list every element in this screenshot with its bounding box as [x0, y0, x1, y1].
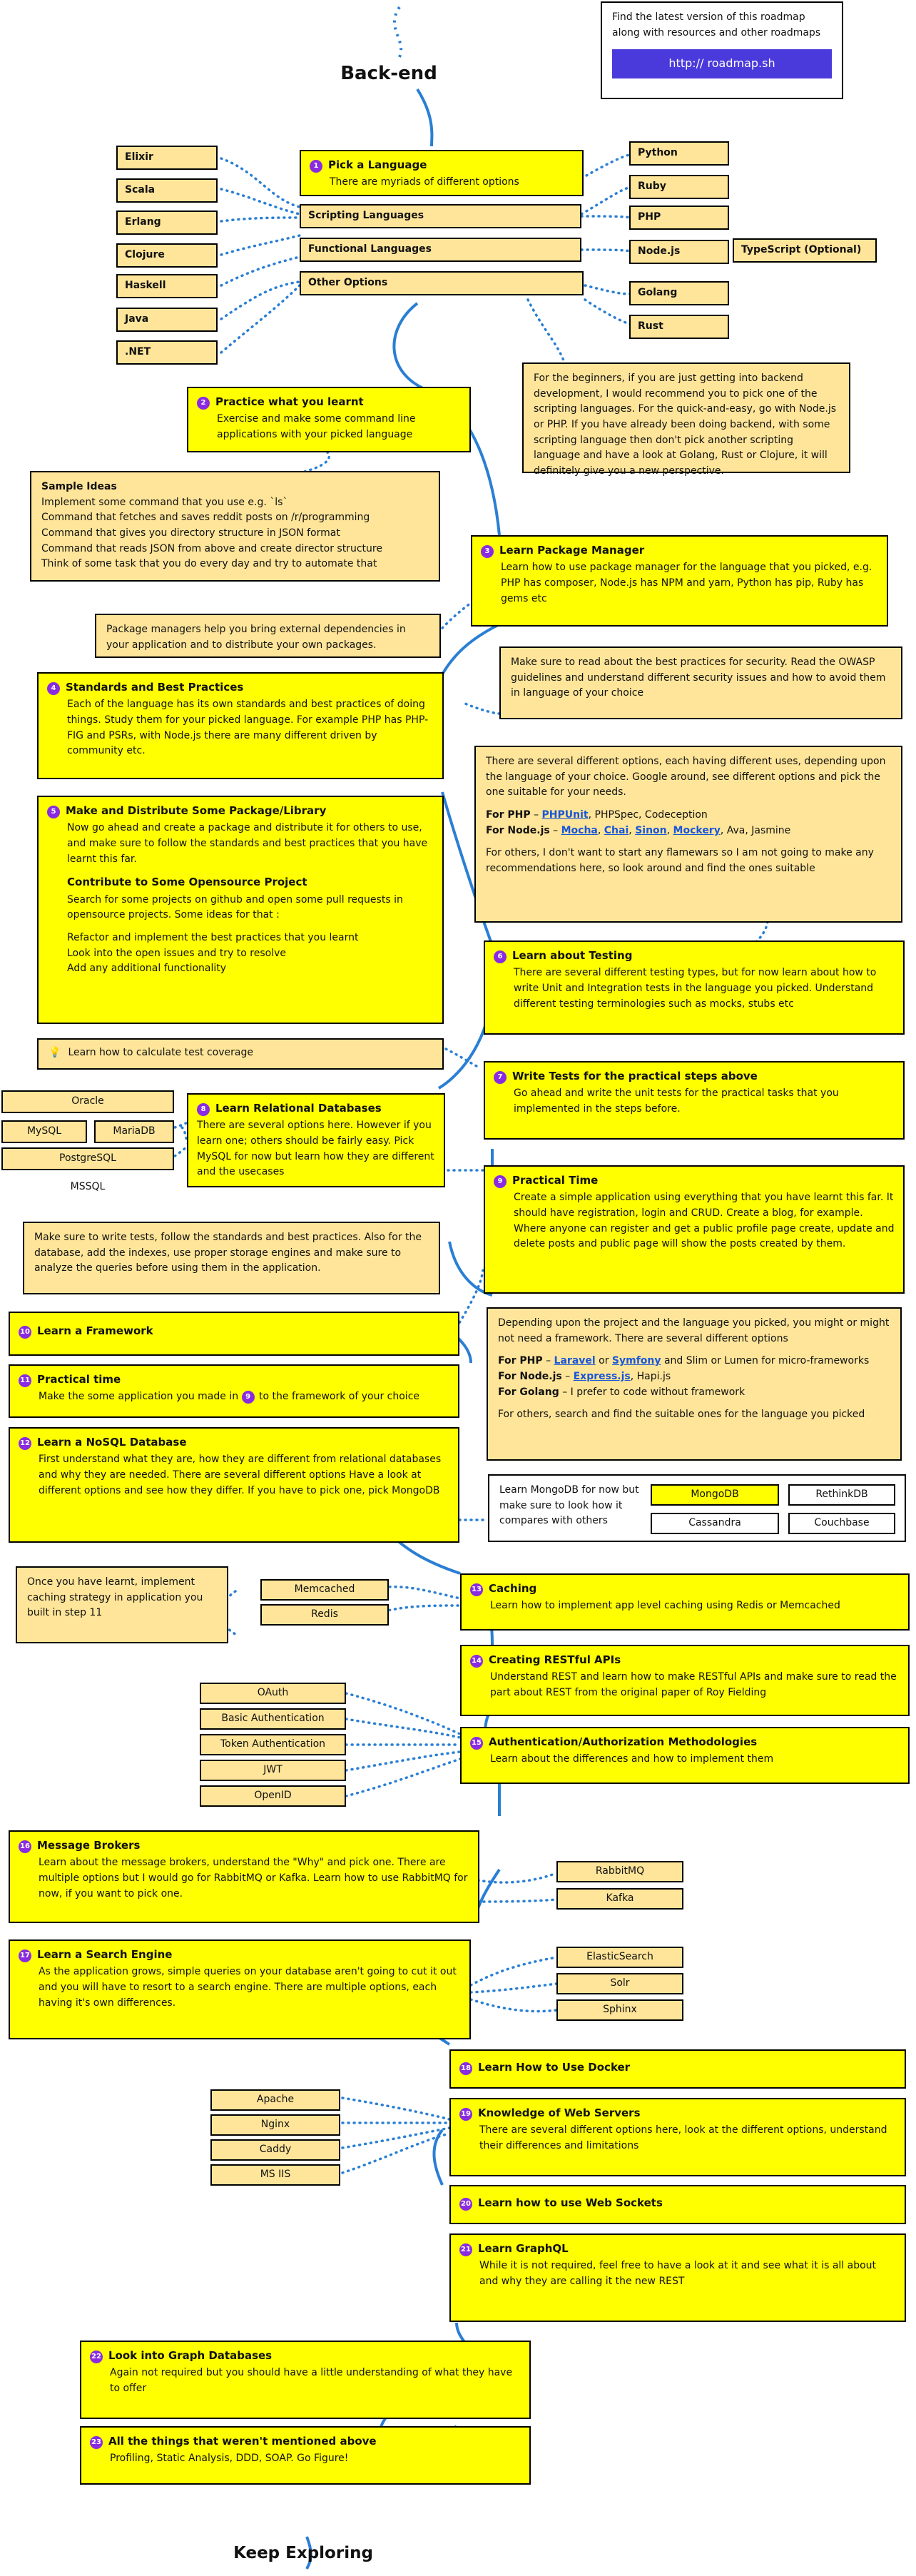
step-title-text: Learn a Search Engine — [37, 1948, 173, 1961]
language-golang: Golang — [629, 281, 729, 305]
lightbulb-icon: 💡 — [49, 1047, 61, 1058]
step-10-card — [9, 1312, 459, 1356]
step-15-card — [460, 1727, 910, 1784]
step-19-body: There are several different options here, look at the different options, understand their differences and limitations — [479, 2124, 887, 2151]
language-java: Java — [116, 308, 218, 332]
language-erlang: Erlang — [116, 211, 218, 235]
step-20-card — [449, 2185, 906, 2224]
testing-options-note — [474, 746, 902, 923]
functional-languages: Functional Languages — [300, 238, 581, 262]
cache-redis: Redis — [260, 1604, 389, 1626]
step-14-body: Understand REST and learn how to make RESTful APIs and make sure to read the part about REST from the original paper of Roy Fielding — [490, 1671, 897, 1698]
step-badge: 8 — [197, 1103, 210, 1116]
language-rust: Rust — [629, 315, 729, 339]
step-title-text: Look into Graph Databases — [108, 2349, 273, 2362]
step-14-title — [470, 1652, 900, 1668]
step-12-body: First understand what they are, how they are different from relational databases and why they are needed. There are several different options Have a look at different options and see how they differ. If you have to pick one, pick MongoDB — [39, 1454, 442, 1496]
step-title-text: All the things that weren't mentioned above — [108, 2435, 377, 2448]
step-title-text: Learn a NoSQL Database — [37, 1436, 187, 1449]
step-18-title — [459, 2059, 896, 2076]
language-nodejs: Node.js — [629, 240, 729, 264]
laravel-link[interactable]: Laravel — [554, 1355, 596, 1367]
step-badge: 15 — [470, 1737, 483, 1750]
step-title-text: Caching — [489, 1582, 537, 1595]
step-22-card — [80, 2341, 531, 2419]
step-badge: 11 — [19, 1374, 31, 1387]
framework-node-rest: , Hapi.js — [630, 1371, 671, 1383]
step-title-text: Pick a Language — [328, 158, 427, 171]
server-apache: Apache — [210, 2089, 340, 2111]
phpunit-link[interactable]: PHPUnit — [541, 809, 589, 821]
step-18-card — [449, 2049, 906, 2089]
beginner-note — [522, 362, 850, 477]
roadmap-link-note: Find the latest version of this roadmap along with resources and other roadmaps — [612, 11, 821, 39]
db-postgresql: PostgreSQL — [1, 1147, 174, 1170]
package-manager-note — [95, 614, 441, 658]
sinon-link[interactable]: Sinon — [635, 824, 667, 836]
step-title-text: Learn how to use Web Sockets — [478, 2196, 663, 2209]
testing-node-rest: , Ava, Jasmine — [720, 824, 791, 836]
expressjs-link[interactable]: Express.js — [573, 1371, 631, 1383]
step-badge: 13 — [470, 1583, 483, 1596]
step-11-body-b: to the framework of your choice — [259, 1391, 419, 1403]
step-title-text: Standards and Best Practices — [66, 681, 244, 694]
search-sphinx: Sphinx — [556, 1999, 683, 2021]
framework-options-note — [487, 1307, 902, 1461]
framework-node-line: For Node.js – Express.js, Hapi.js — [498, 1371, 671, 1383]
step-4-card — [37, 672, 444, 779]
step-3-title — [481, 542, 878, 559]
language-elixir: Elixir — [116, 146, 218, 170]
testing-node-label: For Node.js — [486, 824, 550, 836]
step-1-card — [300, 150, 584, 196]
framework-outro: For others, search and find the suitable ones for the language you picked — [498, 1409, 865, 1421]
db-mssql: MSSQL — [1, 1177, 174, 1200]
keep-exploring-title: Keep Exploring — [233, 2544, 373, 2562]
roadmap-title: Back-end — [340, 63, 437, 84]
step-5-subtitle: Contribute to Some Opensource Project — [67, 876, 307, 889]
step-23-card — [80, 2426, 531, 2485]
framework-php-line: For PHP – Laravel or Symfony and Slim or Lumen for micro-frameworks — [498, 1355, 870, 1367]
step-4-title — [47, 679, 434, 696]
step-badge: 20 — [459, 2198, 472, 2211]
db-tests-note-text: Make sure to write tests, follow the standards and best practices. Also for the database, add the indexes, use proper storage engines and make sure to analyze the queries before using them in the application. — [34, 1232, 422, 1274]
step-5-idea: Add any additional functionality — [67, 963, 227, 975]
auth-basic: Basic Authentication — [200, 1708, 346, 1730]
step-11-title — [19, 1371, 449, 1388]
testing-node-line: For Node.js – Mocha, Chai, Sinon, Mockery, Ava, Jasmine — [486, 824, 791, 836]
step-badge: 22 — [90, 2351, 103, 2363]
step-badge: 21 — [459, 2243, 472, 2256]
coverage-note — [37, 1038, 444, 1070]
scripting-languages: Scripting Languages — [300, 204, 581, 228]
step-5-title — [47, 803, 434, 819]
step-22-body: Again not required but you should have a little understanding of what they have to offer — [110, 2367, 513, 2394]
step-badge: 18 — [459, 2062, 472, 2075]
step-12-card — [9, 1427, 459, 1543]
step-title-text: Learn GraphQL — [478, 2242, 569, 2255]
step-21-card — [449, 2233, 906, 2322]
step-title-text: Learn about Testing — [512, 949, 633, 962]
step-badge: 16 — [19, 1840, 31, 1853]
db-tests-note — [23, 1222, 440, 1294]
language-typescript: TypeScript (Optional) — [733, 238, 877, 263]
auth-jwt: JWT — [200, 1760, 346, 1781]
step-19-title — [459, 2105, 896, 2121]
auth-oauth: OAuth — [200, 1683, 346, 1704]
db-oracle: Oracle — [1, 1090, 174, 1113]
caching-note-text: Once you have learnt, implement caching strategy in application you built in step 11 — [27, 1576, 203, 1619]
nosql-cassandra: Cassandra — [651, 1513, 779, 1534]
sample-ideas-title: Sample Ideas — [41, 481, 117, 492]
step-2-title — [197, 394, 461, 410]
language-haskell: Haskell — [116, 274, 218, 298]
step-6-title — [494, 948, 895, 964]
step-title-text: Creating RESTful APIs — [489, 1653, 621, 1666]
framework-php-rest: and Slim or Lumen for micro-frameworks — [661, 1355, 870, 1367]
step-17-body: As the application grows, simple queries on your database aren't going to cut it out and you will have to resort to a search engine. There are multiple options, each having it's own differences. — [39, 1966, 457, 2009]
step-badge: 6 — [494, 950, 507, 963]
step-title-text: Practice what you learnt — [215, 395, 364, 408]
step-badge: 5 — [47, 806, 60, 818]
step-23-title — [90, 2433, 521, 2450]
step-9-body: Create a simple application using everything that you have learnt this far. It should have registration, login and CRUD. Create a blog, for example. Where anyone can register and get a public profile page create, update and delete posts and public page will show the posts created by them. — [514, 1192, 895, 1250]
step-13-body: Learn how to implement app level caching using Redis or Memcached — [490, 1600, 840, 1612]
sample-idea: Implement some command that you use e.g. `ls` — [41, 496, 288, 508]
symfony-link[interactable]: Symfony — [611, 1355, 661, 1367]
language-dotnet: .NET — [116, 340, 218, 365]
testing-intro: There are several different options, each having different uses, depending upon the language of your choice. Google around, see different options and pick the one suitable for your needs. — [486, 756, 886, 798]
step-3-card — [471, 535, 888, 627]
step-badge: 4 — [47, 682, 60, 695]
testing-php-rest: , PHPSpec, Codeception — [588, 809, 708, 821]
step-9-card — [484, 1165, 905, 1294]
step-title-text: Authentication/Authorization Methodologies — [489, 1735, 758, 1748]
step-badge: 23 — [90, 2436, 103, 2449]
language-python: Python — [629, 141, 729, 166]
server-nginx: Nginx — [210, 2114, 340, 2136]
step-19-card — [449, 2098, 906, 2176]
step-7-title — [494, 1068, 895, 1085]
sample-idea: Command that fetches and saves reddit posts on /r/programming — [41, 512, 370, 524]
step-badge: 10 — [19, 1326, 31, 1339]
db-mysql: MySQL — [1, 1120, 87, 1143]
broker-kafka: Kafka — [556, 1888, 683, 1910]
step-ref-badge: 9 — [242, 1391, 255, 1404]
testing-php-line: For PHP – PHPUnit, PHPSpec, Codeception — [486, 809, 708, 821]
server-msiis: MS IIS — [210, 2164, 340, 2186]
step-2-body: Exercise and make some command line applications with your picked language — [217, 413, 416, 440]
step-11-card — [9, 1364, 459, 1418]
search-solr: Solr — [556, 1973, 683, 1994]
step-title-text: Message Brokers — [37, 1839, 141, 1852]
cache-memcached: Memcached — [260, 1579, 389, 1601]
search-elasticsearch: ElasticSearch — [556, 1947, 683, 1968]
step-title-text: Practical time — [37, 1373, 121, 1386]
step-title-text: Write Tests for the practical steps above — [512, 1070, 758, 1082]
security-note — [499, 646, 902, 719]
step-20-title — [459, 2195, 896, 2211]
framework-go-rest: – I prefer to code without framework — [559, 1386, 745, 1398]
step-badge: 14 — [470, 1655, 483, 1668]
step-badge: 17 — [19, 1949, 31, 1962]
step-6-card — [484, 940, 905, 1035]
broker-rabbitmq: RabbitMQ — [556, 1861, 683, 1882]
step-title-text: Learn a Framework — [37, 1324, 153, 1337]
step-5-idea: Refactor and implement the best practices that you learnt — [67, 931, 359, 943]
sample-idea: Command that reads JSON from above and create director structure — [41, 542, 382, 554]
nosql-couchbase: Couchbase — [788, 1513, 895, 1534]
step-title-text: Make and Distribute Some Package/Library — [66, 804, 327, 817]
language-php: PHP — [629, 206, 729, 230]
mockery-link[interactable]: Mockery — [673, 824, 721, 836]
caching-note — [16, 1566, 228, 1643]
step-21-body: While it is not required, feel free to have a look at it and see what it is all about and why they are calling it the new REST — [479, 2260, 877, 2287]
step-11-body-a: Make the some application you made in — [39, 1391, 239, 1403]
step-7-body: Go ahead and write the unit tests for the practical tasks that you implemented in the steps before. — [514, 1087, 839, 1115]
step-23-body: Profiling, Static Analysis, DDD, SOAP. Go Figure! — [110, 2453, 349, 2465]
beginner-note-text: For the beginners, if you are just getting into backend development, I would recommend you to pick one of the scripting languages. For the quick-and-easy, go with Node.js or PHP. If you have already been doing backend, with some scripting language then don't pick another scripting language and have a look at Golang, Rust or Clojure, it will definitely give you a new perspective. — [534, 372, 837, 477]
step-11-body — [19, 1389, 449, 1405]
framework-intro: Depending upon the project and the language you picked, you might or might not need a framework. There are several different options — [498, 1317, 890, 1344]
step-14-card — [460, 1645, 910, 1716]
step-badge: 7 — [494, 1071, 507, 1084]
step-17-card — [9, 1939, 471, 2039]
testing-outro: For others, I don't want to start any flamewars so I am not going to make any recommendations here, so look around and find the ones suitable — [486, 847, 874, 875]
step-9-title — [494, 1172, 895, 1189]
nosql-mongodb: MongoDB — [651, 1484, 779, 1506]
db-mariadb: MariaDB — [94, 1120, 174, 1143]
step-5-idea: Look into the open issues and try to resolve — [67, 947, 287, 959]
step-title-text: Knowledge of Web Servers — [478, 2106, 641, 2119]
language-clojure: Clojure — [116, 243, 218, 268]
step-15-body: Learn about the differences and how to implement them — [490, 1753, 774, 1765]
step-6-body: There are several different testing types, but for now learn about how to write Unit and Integration tests in the language you picked. Understand different testing terminologies such as mocks, stubs etc — [514, 967, 877, 1010]
chai-link[interactable]: Chai — [604, 824, 629, 836]
roadmap-link-card — [601, 1, 843, 99]
step-title-text: Practical Time — [512, 1174, 599, 1187]
step-5-subbody: Search for some projects on github and open some pull requests in opensource projects. Some ideas for that : — [67, 893, 403, 921]
server-caddy: Caddy — [210, 2139, 340, 2161]
step-5-card — [37, 796, 444, 1024]
step-16-title — [19, 1837, 469, 1854]
step-5-body: Now go ahead and create a package and distribute it for others to use, and make sure to follow the standards and best practices that you have learnt this far. — [67, 822, 428, 865]
language-ruby: Ruby — [629, 175, 729, 199]
mocha-link[interactable]: Mocha — [561, 824, 598, 836]
framework-node-label: For Node.js — [498, 1371, 562, 1383]
security-note-text: Make sure to read about the best practices for security. Read the OWASP guidelines and understand different security issues and how to avoid them in language of your choice — [511, 656, 886, 699]
step-15-title — [470, 1734, 900, 1750]
step-3-body: Learn how to use package manager for the language that you picked, e.g. PHP has composer, Node.js has NPM and yarn, Python has pip, Ruby has gems etc — [501, 562, 872, 604]
language-scala: Scala — [116, 178, 218, 203]
step-12-title — [19, 1434, 449, 1451]
step-title-text: Learn Package Manager — [499, 544, 645, 557]
sample-idea: Think of some task that you do every day and try to automate that — [41, 558, 377, 570]
step-7-card — [484, 1061, 905, 1140]
step-badge: 1 — [310, 160, 322, 173]
framework-php-label: For PHP — [498, 1355, 543, 1367]
step-title-text: Learn Relational Databases — [215, 1102, 382, 1115]
framework-go-label: For Golang — [498, 1386, 559, 1398]
step-badge: 3 — [481, 545, 494, 558]
step-badge: 19 — [459, 2108, 472, 2121]
step-10-title — [19, 1323, 449, 1339]
sample-idea: Command that gives you directory structure in JSON format — [41, 527, 340, 539]
framework-go-line — [498, 1385, 890, 1401]
step-16-card — [9, 1830, 479, 1923]
package-manager-note-text: Package managers help you bring external dependencies in your application and to distribute your own packages. — [106, 624, 406, 651]
step-badge: 9 — [494, 1175, 507, 1188]
auth-token: Token Authentication — [200, 1734, 346, 1755]
step-1-title — [310, 157, 574, 173]
mongodb-note-text: Learn MongoDB for now but make sure to look how it compares with others — [499, 1484, 639, 1527]
step-17-title — [19, 1947, 461, 1963]
step-badge: 2 — [197, 397, 210, 410]
step-16-body: Learn about the message brokers, understand the "Why" and pick one. There are multiple options but I would go for RabbitMQ or Kafka. Learn how to use RabbitMQ for now, if you want to pick one. — [39, 1857, 468, 1900]
testing-php-label: For PHP — [486, 809, 531, 821]
auth-openid: OpenID — [200, 1785, 346, 1807]
step-13-card — [460, 1573, 910, 1631]
step-badge: 12 — [19, 1437, 31, 1450]
step-8-body: There are several options here. However if you learn one; others should be fairly easy. Pick MySQL for now but learn how they are different and the usecases — [197, 1120, 434, 1178]
sample-ideas-note — [30, 471, 440, 582]
step-22-title — [90, 2348, 521, 2364]
nosql-rethinkdb: RethinkDB — [788, 1484, 895, 1506]
step-1-body: There are myriads of different options — [330, 176, 519, 188]
step-13-title — [470, 1581, 900, 1597]
step-8-title — [197, 1100, 435, 1117]
step-8-card — [187, 1093, 445, 1187]
coverage-note-text: Learn how to calculate test coverage — [68, 1047, 253, 1058]
other-options: Other Options — [300, 271, 584, 295]
step-2-card — [187, 387, 471, 452]
step-4-body: Each of the language has its own standards and best practices of doing things. Study them for your picked language. For example PHP has PHP-FIG and PSRs, with Node.js there are many different driven by community etc. — [67, 699, 429, 757]
step-title-text: Learn How to Use Docker — [478, 2061, 631, 2074]
roadmap-link-button[interactable]: http:// roadmap.sh — [612, 49, 832, 78]
step-21-title — [459, 2241, 896, 2257]
